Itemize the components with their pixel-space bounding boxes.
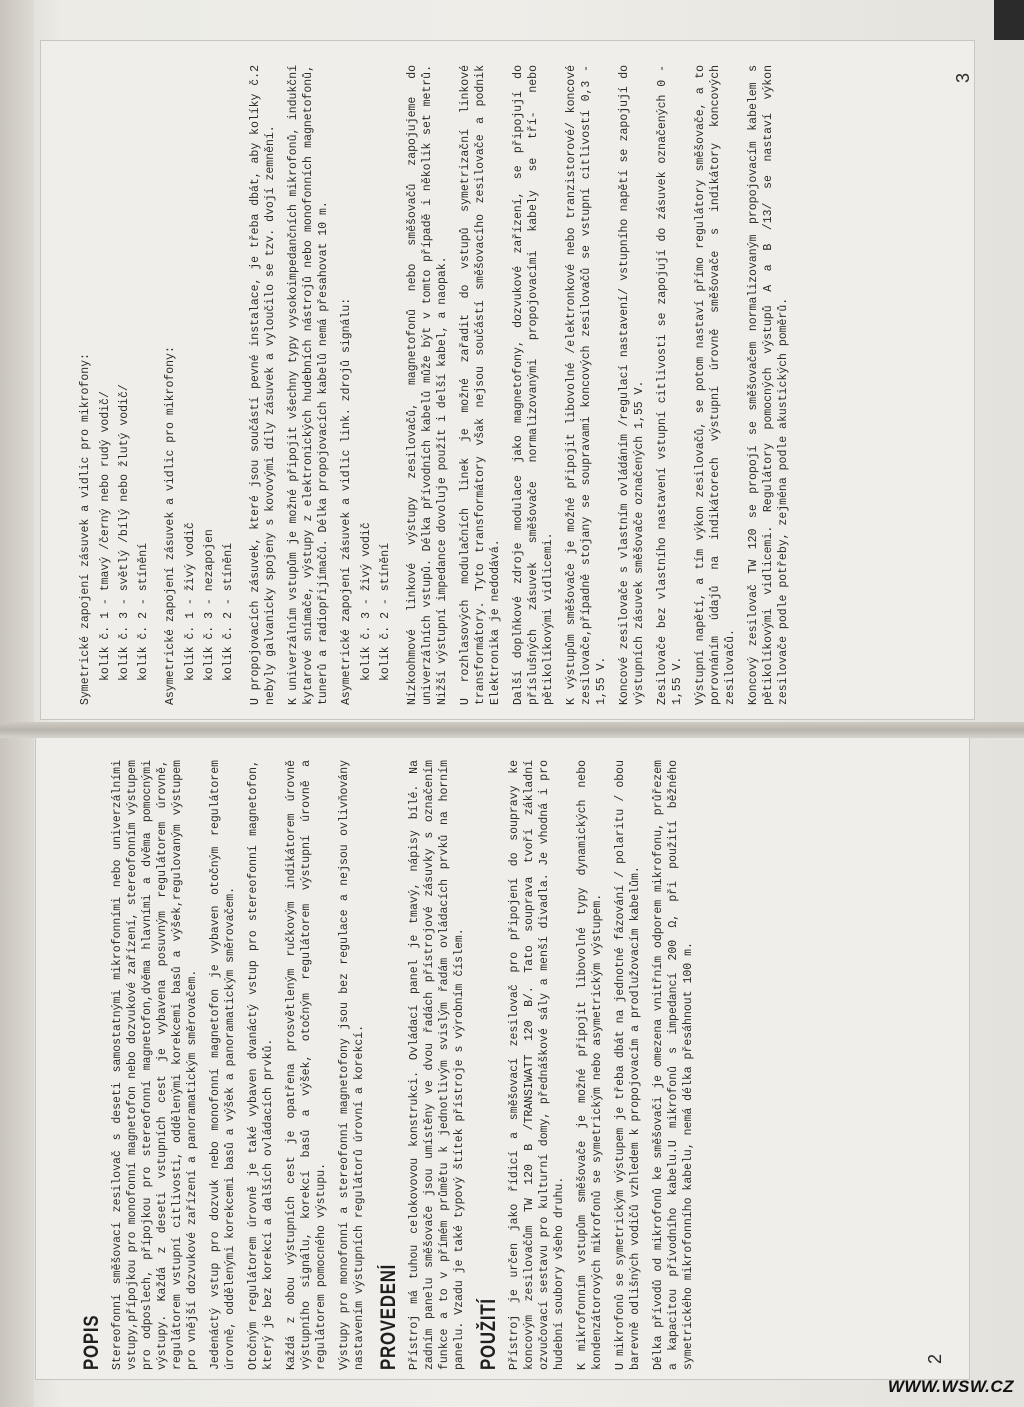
list-item: kolík č. 1 - živý vodič bbox=[184, 522, 197, 681]
section-heading-popis: POPIS bbox=[80, 1314, 103, 1370]
list-item: kolík č. 2 - stínění bbox=[222, 542, 235, 681]
page-number: 3 bbox=[953, 73, 973, 84]
paragraph: K výstupům směšovače je možné připojit libovolné /elektronkové nebo tranzistorové/ koncové zesilovače,případně stojany se soupravami koncových zesilovačů se vstupní citlivostí 0,3 - 1,55 V. bbox=[565, 65, 608, 705]
paragraph: Koncový zesilovač TW 120 se propojí se směšovačem normalizovaným propojovacím kabelem s pětikolíkovými vidlicemi. Regulátory pomocných výstupů A a B /13/ se nastaví výkon zesilovače podle potřeby, zejména podle akustických poměrů. bbox=[747, 65, 790, 705]
paragraph: Přístroj má tuhou celokovovou konstrukci. Ovládací panel je tmavý, nápisy bílé. Na zadním panelu směšovače jsou umístěny ve dvou řadách přístrojové zásuvky s označením funkce a to v přímém průmětu k jednotlivým svislým řadám ovládacích prvků na horním panelu. Vzadu je také typový štítek přístroje s výrobním číslem. bbox=[408, 760, 466, 1370]
paragraph: U propojovacích zásuvek, které jsou součástí pevné instalace, je třeba dbát, aby kolíky č.2 nebyly galvanicky spojeny s kovovými díly zásuvek a vyloučilo se tzv. dvojí zemnění. bbox=[249, 65, 277, 705]
scanner-edge bbox=[0, 0, 34, 1407]
asymmetric-header: Asymetrické zapojení zásuvek a vidlic pro mikrofony: bbox=[164, 346, 177, 705]
symmetric-list bbox=[96, 65, 153, 705]
paragraph: Další doplňkové zdroje modulace jako magnetofony, dozvukové zařízení, se připojují do příslušných zásuvek směšovače normalizovanými propojovacími kabely se tří- nebo pětikolíkovými vidlicemi. bbox=[512, 65, 555, 705]
paragraph: Výstupní napětí, a tím výkon zesilovačů, se potom nastaví přímo regulátory směšovače, a to porovnáním údajů na indikátorech výstupní úrovně směšovače s indikátory koncových zesilovačů. bbox=[694, 65, 737, 705]
page-3 bbox=[70, 65, 980, 705]
asymmetric-list bbox=[181, 65, 238, 705]
list-item: kolík č. 2 - stínění bbox=[137, 542, 150, 681]
symmetric-header: Symetrické zapojení zásuvek a vidlic pro mikrofony: bbox=[79, 353, 92, 705]
line-source-header: Asymetrické zapojení zásuvek a vidlic link. zdrojů signálu: bbox=[340, 297, 353, 705]
paragraph: Stereofonní směšovací zesilovač s deseti samostatnými mikrofonními nebo univerzálními vstupy,přípojkou pro monofonní magnetofon nebo dozvukové zařízení, stereofonním výstupem pro odposlech, přípojkou pro stereofonní magnetofon,dvěma hlavními a dvěma pomocnými výstupy. Každá z deseti vstupních cest je vybavena posuvným regulátorem úrovně, regulátorem vstupní citlivosti, oddělenými korekcemi basů a výšek,regulovaným výstupem pro vnější dozvukové zařízení a panoramatickým směrovačem. bbox=[111, 760, 199, 1370]
source-watermark: WWW.WSW.CZ bbox=[887, 1377, 1014, 1396]
line-source-list bbox=[357, 65, 395, 705]
section-heading-pouziti: POUŽITÍ bbox=[477, 1298, 500, 1370]
page-number: 2 bbox=[925, 1353, 945, 1364]
list-item: kolík č. 2 - stínění bbox=[379, 542, 392, 681]
paragraph: Délka přívodů od mikrofonů ke směšovači je omezena vnitřním odporem mikrofonu, průřezem a kapacitou přívodního kabelu.U mikrofonů s impedancí 200 Ω, při použití běžného symetrického mikrofonního kabelu, nemá délka přesáhnout 100 m. bbox=[652, 760, 695, 1370]
paragraph: Otočným regulátorem úrovně je také vybaven dvanáctý vstup pro stereofonní magnetofon, který je bez korekcí a dalších ovládacích prvků. bbox=[247, 760, 275, 1370]
paragraph: Každá z obou výstupních cest je opatřena prosvětleným ručkovým indikátorem úrovně výstupního signálu, korekcí basů a výšek, otočným regulátorem výstupní úrovně a regulátorem pomocného výstupu. bbox=[285, 760, 328, 1370]
list-item: kolík č. 3 - světlý /bílý nebo žlutý vodič/ bbox=[118, 384, 131, 681]
paragraph: Jedenáctý vstup pro dozvuk nebo monofonní magnetofon je vybaven otočným regulátorem úrovně, oddělenými korekcemi basů a výšek a panoramatickým směrovačem. bbox=[209, 760, 237, 1370]
page-2 bbox=[70, 760, 950, 1370]
list-item: kolík č. 3 - nezapojen bbox=[203, 529, 216, 681]
paragraph: U mikrofonů se symetrickým výstupem je třeba dbát na jednotné fázování / polaritu / obou barevně odlišných vodičů vzhledem k propojovacím a prodlužovacím kabelům. bbox=[614, 760, 642, 1370]
paragraph: U rozhlasových modulačních linek je možné zařadit do vstupů symetrizační linkové transformátory. Tyto transformátory však nejsou součástí směšovacího zesilovače a podnik Elektronika je nedodává. bbox=[459, 65, 502, 705]
paragraph: Nízkoohmové linkové výstupy zesilovačů, magnetofonů nebo směšovačů zapojujeme do univerzálních vstupů. Délka přívodních kabelů může být v tomto případě i několik set metrů. Nižší výstupní impedance dovoluje použít i delší kabel, a naopak. bbox=[406, 65, 449, 705]
paragraph: Přístroj je určen jako řídicí a směšovací zesilovač pro připojení do soupravy ke koncovým zesilovačům TW 120 B /TRANSIWATT 120 B/. Tato souprava tvoří základní ozvučovací sestavu pro kulturní domy, přednáškové sály a menší divadla. Je vhodná i pro hudební soubory všeho druhu. bbox=[508, 760, 566, 1370]
scan-corner-shadow bbox=[994, 0, 1024, 40]
list-item: kolík č. 3 - živý vodič bbox=[360, 522, 373, 681]
paragraph: Koncové zesilovače s vlastním ovládáním /regulací nastavení/ vstupního napětí se zapojují do výstupních zásuvek směšovače označených 1,55 V. bbox=[618, 65, 646, 705]
paragraph: Výstupy pro monofonní a stereofonní magnetofony jsou bez regulace a nejsou ovlivňovány nastavením výstupních regulátorů úrovní a korekcí. bbox=[338, 760, 366, 1370]
section-heading-provedeni: PROVEDENÍ bbox=[377, 1263, 400, 1370]
booklet-fold bbox=[0, 722, 1024, 738]
paragraph: Zesilovače bez vlastního nastavení vstupní citlivosti se zapojují do zásuvek označených 0 - 1,55 V. bbox=[656, 65, 684, 705]
paragraph: K mikrofonním vstupům směšovače je možné připojit libovolné typy dynamických nebo kondenzátorových mikrofonů se symetrickým nebo asymetrickým výstupem. bbox=[576, 760, 604, 1370]
list-item: kolík č. 1 - tmavý /černý nebo rudý vodič/ bbox=[99, 391, 112, 681]
paragraph: K univerzálním vstupům je možné připojit všechny typy vysokoimpedančních mikrofonů, indukční kytarové snímače, výstupy z elektronických hudebních nástrojů nebo monofonních magnetofonů, tunerů a radiopřijímačů. Délka propojovacích kabelů nemá přesahovat 10 m. bbox=[287, 65, 330, 705]
